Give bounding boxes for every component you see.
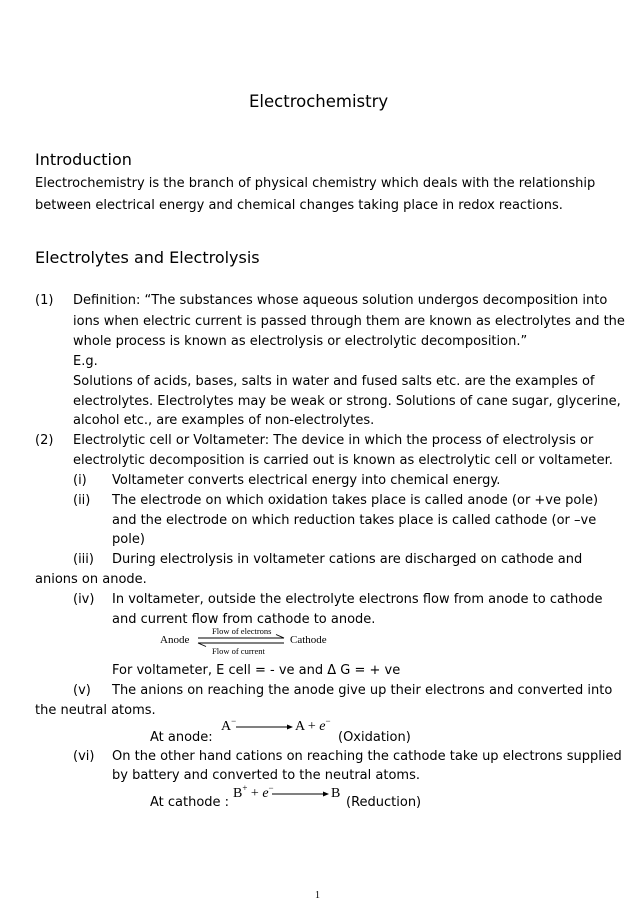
page-number: 1	[315, 890, 320, 901]
subitem-number: (iii)	[73, 552, 94, 567]
subitem-line: by battery and converted to the neutral atoms.	[112, 768, 420, 783]
subitem-number: (iv)	[73, 592, 95, 607]
subitem-line: During electrolysis in voltameter cations are discharged on cathode and	[112, 552, 583, 567]
anode-eq-reactant: A−	[221, 716, 237, 734]
flow-anode-label: Anode	[160, 634, 190, 646]
cathode-eq-product: B	[331, 786, 341, 801]
reaction-arrow-icon	[272, 789, 330, 799]
item-line: ions when electric current is passed through them are known as electrolytes and the	[73, 314, 625, 329]
section-heading: Electrolytes and Electrolysis	[35, 248, 260, 267]
subitem-line: The electrode on which oxidation takes place is called anode (or +ve pole)	[112, 493, 599, 508]
item-line: Electrolytic cell or Voltameter: The device in which the process of electrolysis or	[73, 433, 594, 448]
item-line: Definition: “The substances whose aqueous solution undergos decomposition into	[73, 293, 608, 308]
item-line: electrolytes. Electrolytes may be weak or strong. Solutions of cane sugar, glycerine,	[73, 394, 621, 409]
subitem-number: (i)	[73, 473, 87, 488]
reaction-arrow-icon	[236, 722, 294, 732]
subitem-line: In voltameter, outside the electrolyte electrons flow from anode to cathode	[112, 592, 603, 607]
item-line: alcohol etc., are examples of non-electrolytes.	[73, 413, 375, 428]
subitem-line: and current flow from cathode to anode.	[112, 612, 376, 627]
item-line: electrolytic decomposition is carried out is known as electrolytic cell or voltameter.	[73, 453, 613, 468]
anode-eq-note: (Oxidation)	[338, 730, 411, 745]
subitem-number: (vi)	[73, 749, 95, 764]
anode-eq-label: At anode:	[150, 730, 213, 745]
item-line: E.g.	[73, 354, 98, 369]
item-number: (2)	[35, 433, 54, 448]
subitem-line: the neutral atoms.	[35, 703, 156, 718]
flow-cathode-label: Cathode	[290, 634, 327, 646]
subitem-line: pole)	[112, 532, 145, 547]
intro-heading: Introduction	[35, 150, 132, 169]
subitem-line: The anions on reaching the anode give up their electrons and converted into	[112, 683, 613, 698]
subitem-line: anions on anode.	[35, 572, 147, 587]
subitem-line: Voltameter converts electrical energy into chemical energy.	[112, 473, 501, 488]
item-number: (1)	[35, 293, 54, 308]
voltameter-note: For voltameter, E cell = - ve and Δ G = + ve	[112, 663, 401, 678]
cathode-eq-label: At cathode :	[150, 795, 230, 810]
cathode-eq-reactant: B+ + e−	[233, 783, 274, 801]
intro-line: Electrochemistry is the branch of physical chemistry which deals with the relationship	[35, 176, 596, 191]
subitem-number: (ii)	[73, 493, 91, 508]
flow-electrons-label: Flow of electrons	[212, 626, 272, 636]
item-line: whole process is known as electrolysis or electrolytic decomposition.”	[73, 334, 528, 349]
flow-current-label: Flow of current	[212, 646, 265, 656]
intro-line: between electrical energy and chemical changes taking place in redox reactions.	[35, 198, 563, 213]
item-line: Solutions of acids, bases, salts in water and fused salts etc. are the examples of	[73, 374, 595, 389]
page-title: Electrochemistry	[249, 92, 389, 111]
subitem-line: and the electrode on which reduction takes place is called cathode (or –ve	[112, 513, 597, 528]
cathode-eq-note: (Reduction)	[346, 795, 422, 810]
subitem-line: On the other hand cations on reaching the cathode take up electrons supplied	[112, 749, 622, 764]
anode-eq-product: A + e−	[295, 716, 331, 734]
subitem-number: (v)	[73, 683, 91, 698]
